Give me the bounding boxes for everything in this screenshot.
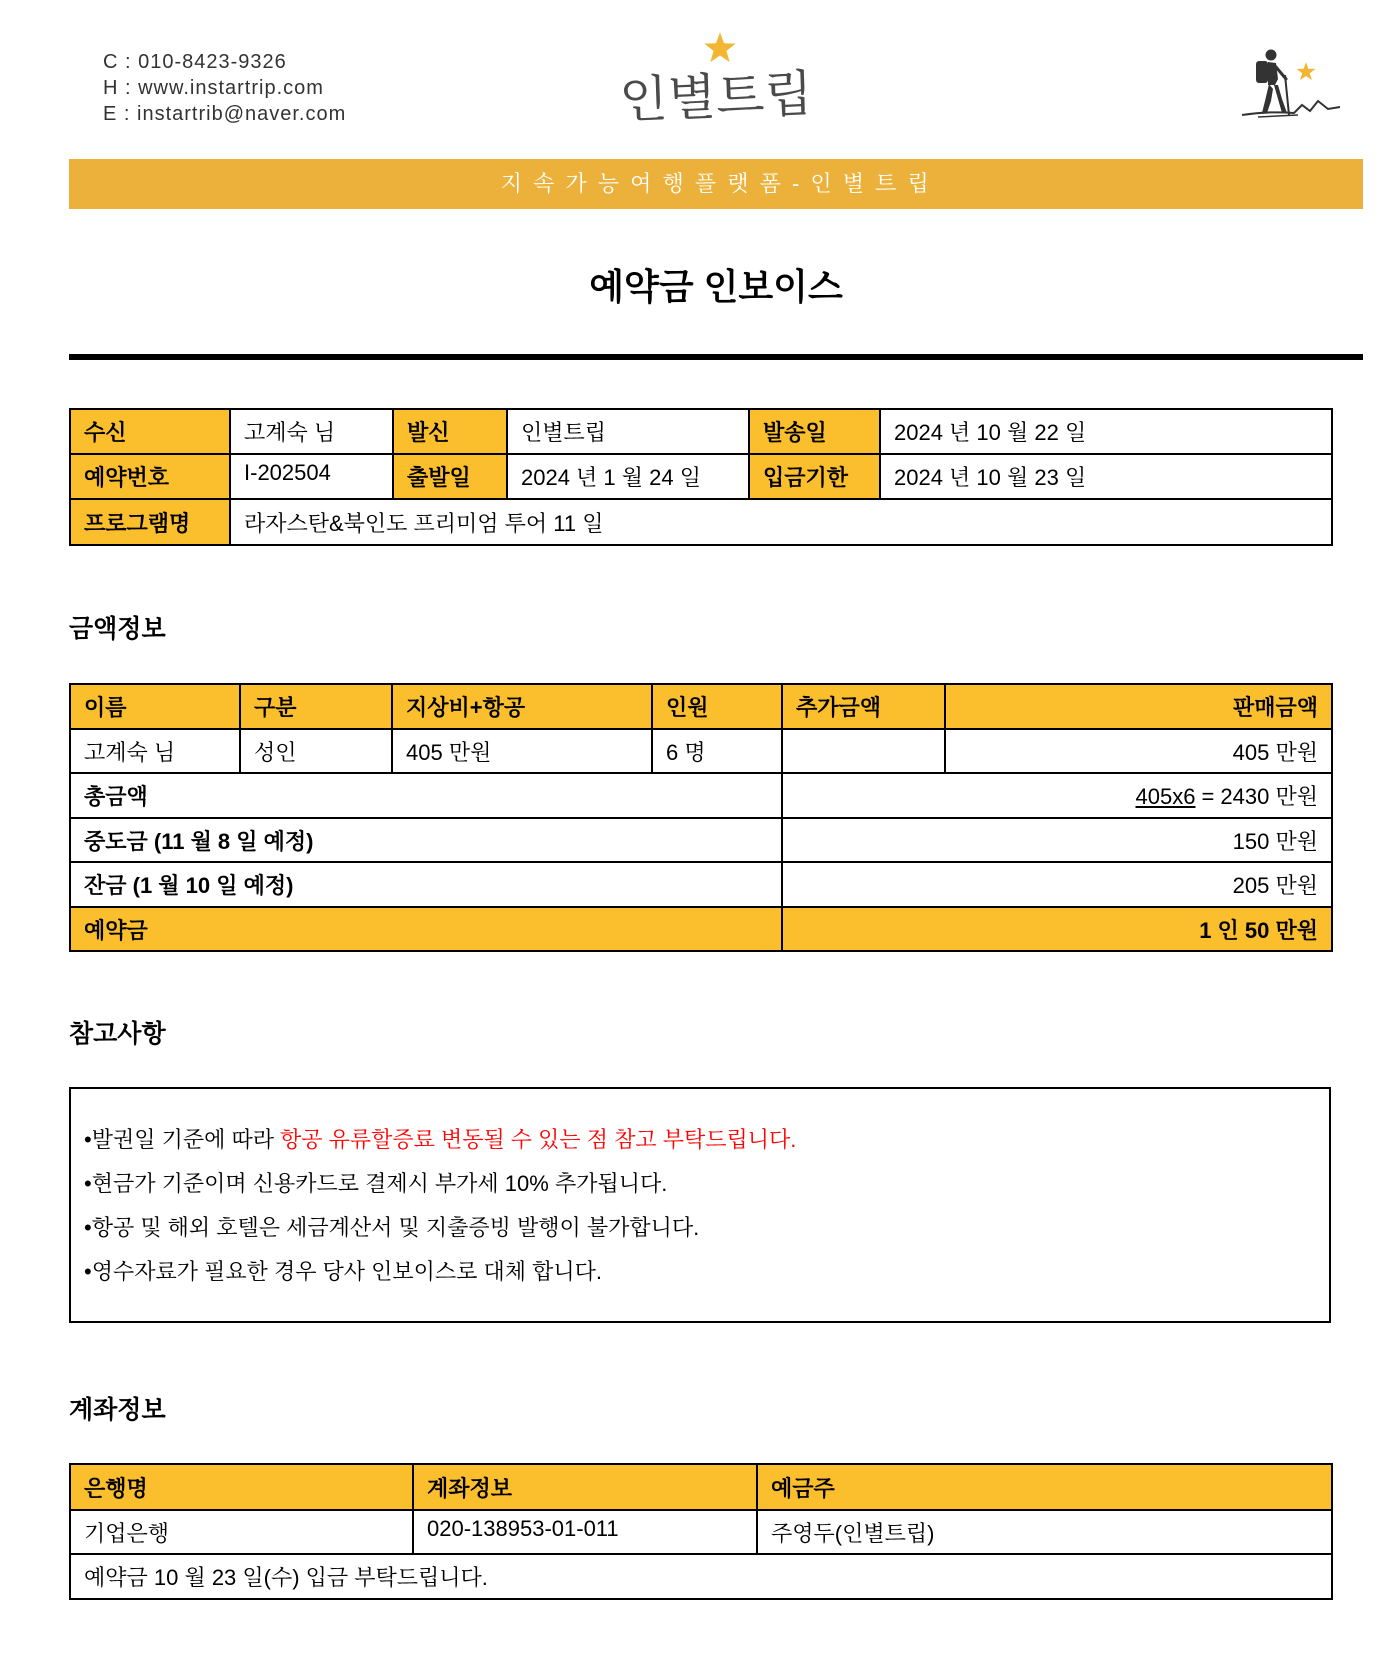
interim-label: 중도금 (11 월 8 일 예정)	[70, 818, 782, 862]
reservation-no-label: 예약번호	[70, 454, 230, 499]
contact-phone: C : 010-8423-9326	[103, 51, 287, 73]
total-row	[70, 773, 1332, 818]
booking-info-table	[69, 408, 1333, 546]
table-header-row	[70, 1464, 1332, 1510]
cell-sale-price: 405 만원	[945, 729, 1332, 773]
recipient-value: 고계숙 님	[230, 409, 393, 454]
payment-message: 예약금 10 월 23 일(수) 입금 부탁드립니다.	[70, 1554, 1332, 1599]
column-header-extra: 추가금액	[782, 684, 945, 729]
column-header-name: 이름	[70, 684, 240, 729]
issue-date-value: 2024 년 10 월 22 일	[880, 409, 1332, 454]
note-item: •현금가 기준이며 신용카드로 결제시 부가세 10% 추가됩니다.	[84, 1171, 668, 1196]
sender-label: 발신	[393, 409, 507, 454]
cell-headcount: 6 명	[652, 729, 782, 773]
contact-block	[103, 49, 346, 127]
interim-value: 150 만원	[782, 818, 1332, 862]
amount-heading: 금액정보	[69, 615, 166, 643]
column-header-headcount: 인원	[652, 684, 782, 729]
note-item: •항공 및 해외 호텔은 세금계산서 및 지출증빙 발행이 불가합니다.	[84, 1215, 700, 1240]
column-header-tour-air: 지상비+항공	[392, 684, 652, 729]
hiker-icon	[1238, 45, 1344, 127]
departure-date-value: 2024 년 1 월 24 일	[507, 454, 749, 499]
deposit-label: 예약금	[70, 907, 782, 951]
title-divider	[69, 354, 1363, 360]
column-header-category: 구분	[240, 684, 392, 729]
table-row	[70, 409, 1332, 454]
column-header-sale-price: 판매금액	[945, 684, 1332, 729]
deposit-row	[70, 907, 1332, 951]
deposit-value: 1 인 50 만원	[782, 907, 1332, 951]
notes-box	[69, 1087, 1331, 1323]
account-holder: 주영두(인별트립)	[757, 1510, 1332, 1554]
table-row	[70, 454, 1332, 499]
table-row	[70, 499, 1332, 545]
departure-date-label: 출발일	[393, 454, 507, 499]
note-item: •영수자료가 필요한 경우 당사 인보이스로 대체 합니다.	[84, 1259, 603, 1284]
balance-value: 205 만원	[782, 862, 1332, 907]
contact-homepage: H : www.instartrip.com	[103, 77, 324, 99]
slogan-banner: 지 속 가 능 여 행 플 랫 폼 - 인 별 트 립	[69, 159, 1363, 209]
account-heading: 계좌정보	[69, 1396, 166, 1424]
total-value	[782, 773, 1332, 818]
interim-row	[70, 818, 1332, 862]
balance-label: 잔금 (1 월 10 일 예정)	[70, 862, 782, 907]
program-value: 라자스탄&북인도 프리미엄 투어 11 일	[230, 499, 1332, 545]
cell-category: 성인	[240, 729, 392, 773]
brand-logo: 인별트립	[618, 64, 814, 130]
total-label: 총금액	[70, 773, 782, 818]
total-result: = 2430 만원	[1201, 784, 1318, 809]
column-header-bank: 은행명	[70, 1464, 413, 1510]
program-label: 프로그램명	[70, 499, 230, 545]
recipient-label: 수신	[70, 409, 230, 454]
table-row	[70, 729, 1332, 773]
column-header-holder: 예금주	[757, 1464, 1332, 1510]
issue-date-label: 발송일	[749, 409, 880, 454]
total-formula: 405x6	[1135, 784, 1196, 809]
table-header-row	[70, 684, 1332, 729]
balance-row	[70, 862, 1332, 907]
logo-star-icon	[702, 30, 738, 66]
payment-deadline-label: 입금기한	[749, 454, 880, 499]
cell-name: 고계숙 님	[70, 729, 240, 773]
contact-email: E : instartrib@naver.com	[103, 103, 347, 125]
column-header-account: 계좌정보	[413, 1464, 757, 1510]
notes-heading: 참고사항	[69, 1020, 166, 1048]
cell-tour-air: 405 만원	[392, 729, 652, 773]
account-number: 020-138953-01-011	[413, 1510, 757, 1554]
bank-name: 기업은행	[70, 1510, 413, 1554]
table-row	[70, 1510, 1332, 1554]
note-text: •발권일 기준에 따라	[84, 1127, 274, 1152]
note-highlight: 항공 유류할증료 변동될 수 있는 점 참고 부탁드립니다.	[279, 1127, 797, 1152]
payment-deadline-value: 2024 년 10 월 23 일	[880, 454, 1332, 499]
table-row	[70, 1554, 1332, 1599]
account-table	[69, 1463, 1333, 1600]
reservation-no-value: I-202504	[230, 454, 393, 499]
cell-extra	[782, 729, 945, 773]
page-title: 예약금 인보이스	[589, 266, 843, 307]
amount-table	[69, 683, 1333, 952]
sender-value: 인별트립	[507, 409, 749, 454]
note-item	[84, 1118, 1316, 1162]
